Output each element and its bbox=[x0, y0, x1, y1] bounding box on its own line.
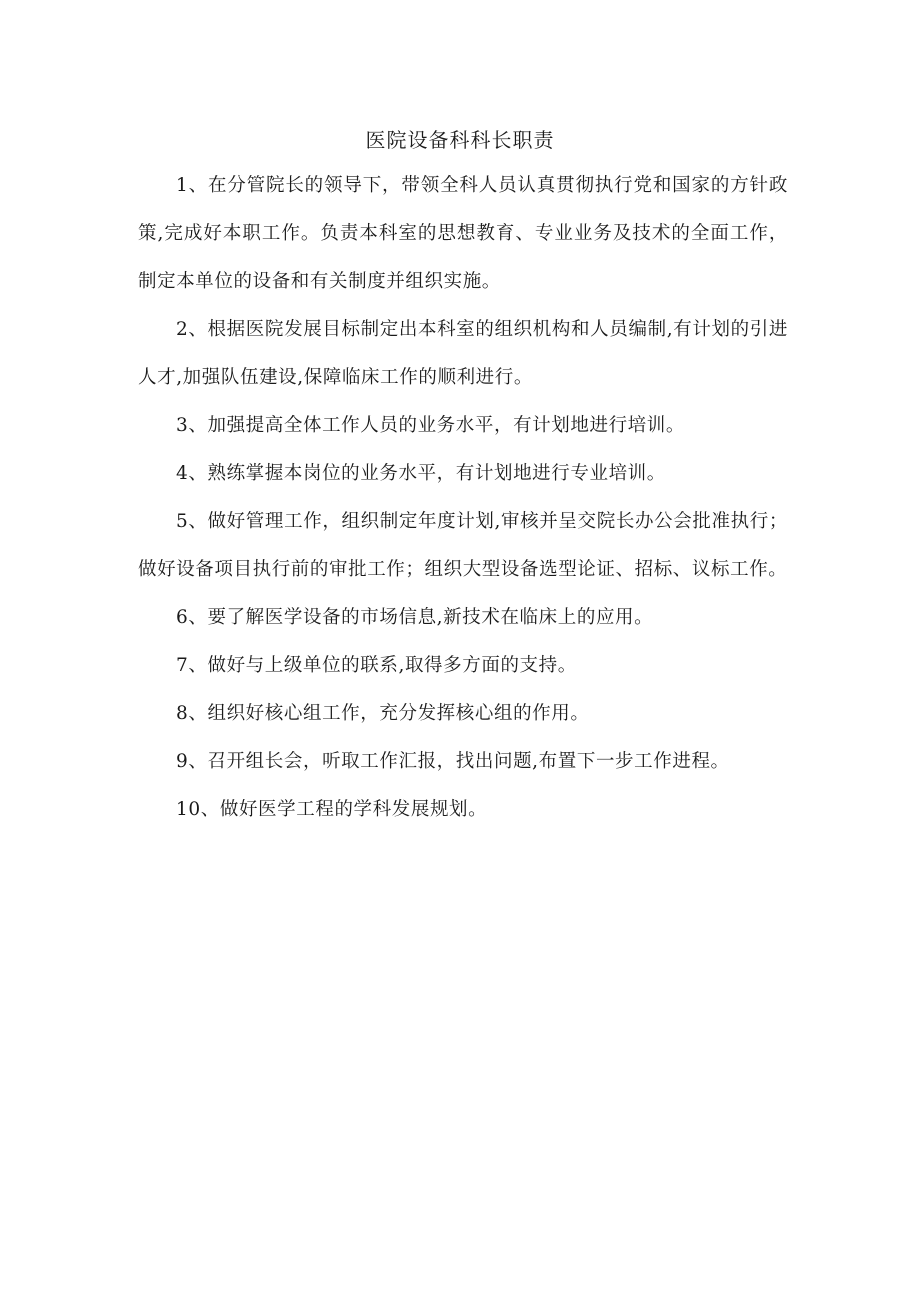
duty-item-2: 2、根据医院发展目标制定出本科室的组织机构和人员编制,有计划的引进人才,加强队伍建设,保障临床工作的顺利进行。 bbox=[138, 319, 788, 388]
duty-list bbox=[138, 162, 788, 834]
document-title: 医院设备科科长职责 bbox=[365, 128, 555, 152]
duty-item-1: 1、在分管院长的领导下，带领全科人员认真贯彻执行党和国家的方针政策,完成好本职工作。负责本科室的思想教育、专业业务及技术的全面工作，制定本单位的设备和有关制度并组织实施。 bbox=[138, 175, 788, 292]
duty-item-8: 8、组织好核心组工作，充分发挥核心组的作用。 bbox=[176, 703, 590, 724]
duty-item-10: 10、做好医学工程的学科发展规划。 bbox=[176, 799, 488, 820]
duty-item-7: 7、做好与上级单位的联系,取得多方面的支持。 bbox=[176, 655, 577, 676]
duty-item-3: 3、加强提高全体工作人员的业务水平，有计划地进行培训。 bbox=[176, 415, 685, 436]
duty-item-5: 5、做好管理工作，组织制定年度计划,审核并呈交院长办公会批准执行；做好设备项目执行前的审批工作；组织大型设备选型论证、招标、议标工作。 bbox=[138, 511, 788, 580]
duty-item-9: 9、召开组长会，听取工作汇报，找出问题,布置下一步工作进程。 bbox=[176, 751, 730, 772]
duty-item-4: 4、熟练掌握本岗位的业务水平，有计划地进行专业培训。 bbox=[176, 463, 666, 484]
duty-item-6: 6、要了解医学设备的市场信息,新技术在临床上的应用。 bbox=[176, 607, 654, 628]
